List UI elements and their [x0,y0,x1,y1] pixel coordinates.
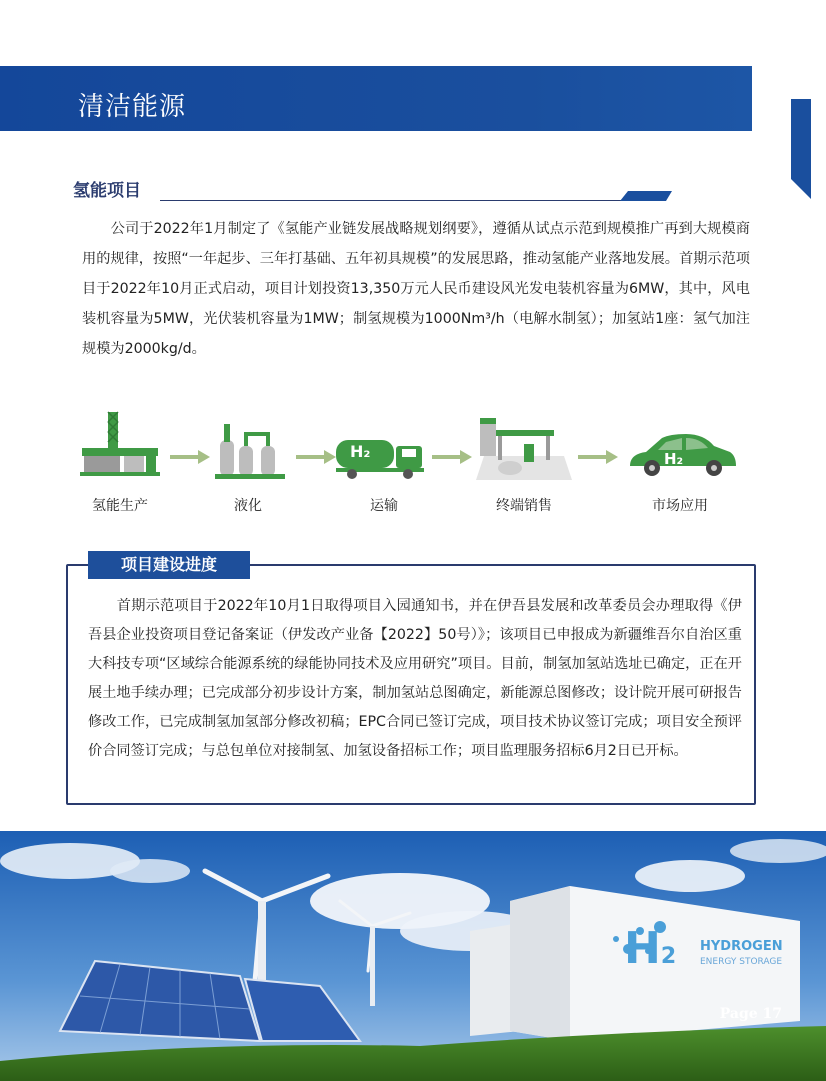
h2-truck-icon [336,436,426,484]
step-label-production: 氢能生产 [92,498,148,514]
progress-paragraph: 首期示范项目于2022年10月1日取得项目入园通知书，并在伊吾县发展和改革委员会办理取得《伊吾县企业投资项目登记备案证（伊发改产业备【2022】50号）》；该项目已申报成为新疆维吾尔自治区重大科技专项“区域综合能源系统的绿能协同技术及应用研究”项目。目前，制氢加氢站选址已确定，正在开展土地手续办理；已完成部分初步设计方案，制加氢站总图确定，新能源总图修改；设计院开展可研报告修改工作，已完成制氢加氢部分修改初稿；EPC合同已签订完成，项目技术协议签订完成；项目安全预评价合同签订完成；与总包单位对接制氢、加氢设备招标工作；项目监理服务招标6月2日已开标。 [88,598,742,759]
progress-title: 项目建设进度 [88,551,250,579]
step-label-market: 市场应用 [652,498,708,514]
page-number: Page 17 [719,1006,782,1022]
arrow-right-icon [578,450,618,464]
arrow-right-icon [296,450,336,464]
arrow-right-icon [170,450,210,464]
section-title: 氢能项目 [73,181,141,201]
fuel-station-icon [474,416,574,484]
section-divider [160,200,622,201]
step-label-retail: 终端销售 [496,498,552,514]
hydrogen-energy-photo [0,831,826,1081]
arrow-right-icon [432,450,472,464]
factory-icon [80,410,160,480]
container-hydrogen-label: HYDROGEN [700,939,783,954]
intro-paragraph: 公司于2022年1月制定了《氢能产业链发展战略规划纲要》，遵循从试点示范到规模推广再到大规模商用的规律，按照“一年起步、三年打基础、五年初具规模”的发展思路，推动氢能产业落地发展。首期示范项目于2022年10月正式启动，项目计划投资13,350万元人民币建设风光发电装机容量为6MW，其中，风电装机容量为5MW，光伏装机容量为1MW；制氢规模为1000Nm³/h（电解水制氢）；加氢站1座：氢气加注规模为2000kg/d。 [82,221,750,357]
page-title: 清洁能源 [78,92,187,122]
container-storage-label: ENERGY STORAGE [700,957,783,967]
container-h2-label: H2 [624,923,677,974]
section-divider-end [620,191,672,201]
h2-car-icon [626,430,738,482]
step-label-liquefaction: 液化 [234,498,262,514]
truck-h2-label: H₂ [350,442,371,461]
side-tab-decoration [791,99,811,199]
hydrogen-process-flow [70,400,760,520]
car-h2-label: H₂ [664,450,684,468]
step-label-transport: 运输 [370,498,398,514]
tanks-icon [215,420,290,480]
